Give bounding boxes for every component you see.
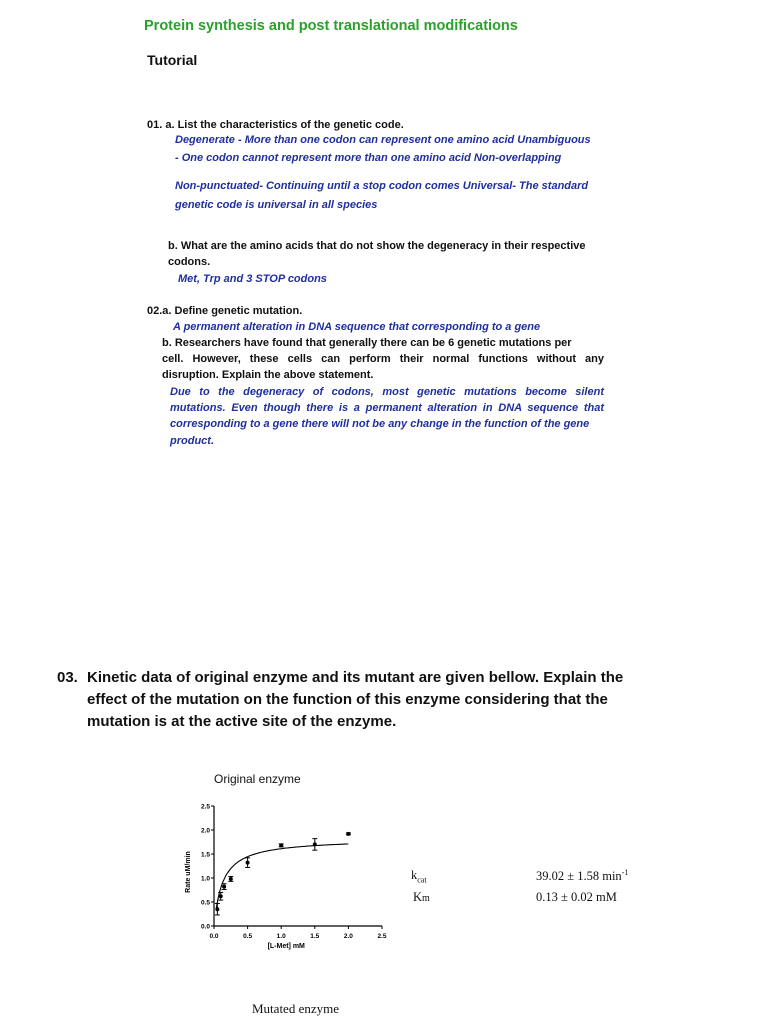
question-2b-line-3: disruption. Explain the above statement.: [162, 369, 374, 381]
question-2a: 02.a. Define genetic mutation.: [147, 305, 303, 317]
fit-curve: [216, 844, 348, 910]
km-value: 0.13 ± 0.02 mM: [536, 890, 617, 904]
answer-1a-line-3: Non-punctuated- Continuing until a stop codon comes Universal- The standard: [175, 180, 589, 192]
x-tick-label: 2.0: [343, 933, 353, 940]
kcat-value: 39.02 ± 1.58 $\min^{-1}$: [536, 868, 629, 884]
data-point: [215, 907, 219, 911]
y-tick-label: 2.5: [200, 803, 210, 811]
km-label: Km: [413, 890, 430, 904]
question-3: [57, 667, 677, 733]
question-2b-line-1: b. Researchers have found that generally there can be 6 genetic mutations per: [162, 337, 572, 349]
data-point: [346, 832, 350, 836]
x-tick-label: 0.5: [243, 933, 253, 940]
answer-2b-line-3: corresponding to a gene there will not be any change in the function of the gene: [170, 418, 590, 430]
answer-1b: Met, Trp and 3 STOP codons: [178, 273, 327, 285]
y-tick-label: 0.5: [200, 899, 210, 907]
page-title: Protein synthesis and post translational modifications: [144, 18, 518, 34]
question-1b-line-1: b. What are the amino acids that do not show the degeneracy in their respective: [168, 240, 586, 252]
y-axis-label: Rate uM/min: [185, 851, 192, 893]
answer-1a-line-1: Degenerate - More than one codon can represent one amino acid Unambiguous: [175, 134, 591, 146]
answer-2a: A permanent alteration in DNA sequence that corresponding to a gene: [173, 321, 541, 333]
data-point: [222, 885, 226, 889]
answer-2b-line-4: product.: [170, 435, 214, 447]
data-point: [313, 842, 317, 846]
chart-title: Original enzyme: [214, 772, 301, 786]
question-1a: 01. a. List the characteristics of the genetic code.: [147, 119, 404, 131]
question-2b-line-2: cell. However, these cells can perform their normal functions without any: [162, 353, 604, 365]
mutated-enzyme-title: Mutated enzyme: [252, 1001, 339, 1016]
y-tick-label: 1.0: [200, 875, 210, 883]
x-tick-label: 1.5: [310, 933, 320, 940]
question-3-line-1: Kinetic data of original enzyme and its mutant are given bellow. Explain the: [87, 669, 624, 686]
kinetics-chart: [178, 798, 398, 958]
y-tick-label: 2.0: [200, 827, 210, 835]
data-point: [219, 894, 223, 898]
question-3-number: 03.: [57, 669, 78, 686]
data-point: [229, 877, 233, 881]
question-3-line-3: mutation is at the active site of the enzyme.: [87, 713, 397, 730]
x-tick-label: 2.5: [377, 933, 387, 940]
x-tick-label: 1.0: [276, 933, 286, 940]
data-point: [279, 843, 283, 847]
question-1b-line-2: codons.: [168, 256, 211, 268]
page-subtitle: Tutorial: [147, 52, 198, 68]
answer-2b-line-1: Due to the degeneracy of codons, most genetic mutations become silent: [170, 386, 604, 398]
answer-2b-line-2: mutations. Even though there is a permanent alteration in DNA sequence that: [170, 402, 604, 414]
answer-1a-line-2: - One codon cannot represent more than one amino acid Non-overlapping: [175, 152, 562, 164]
y-tick-label: 0.0: [200, 923, 210, 931]
x-axis-label: [L-Met] mM: [267, 943, 305, 950]
kcat-label: $k_{cat}$: [411, 868, 427, 885]
data-point: [246, 861, 250, 865]
x-tick-label: 0.0: [209, 933, 219, 940]
y-tick-label: 1.5: [200, 851, 210, 859]
question-3-line-2: effect of the mutation on the function of this enzyme considering that the: [87, 691, 608, 708]
answer-1a-line-4: genetic code is universal in all species: [175, 199, 378, 211]
